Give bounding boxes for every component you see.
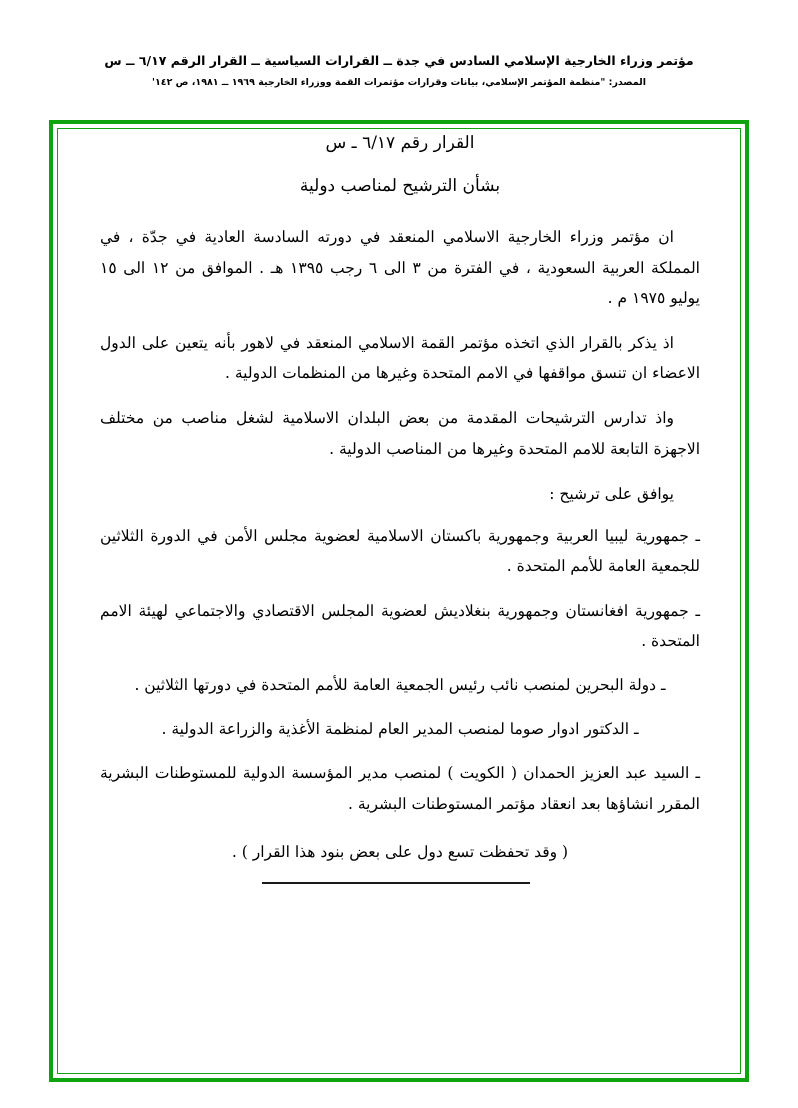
agree-line: يوافق على ترشيح :	[549, 484, 674, 503]
list-item: ـ جمهورية افغانستان وجمهورية بنغلاديش لعضوية المجلس الاقتصادي والاجتماعي لهيئة الامم المتحدة .	[100, 601, 700, 650]
page-header	[0, 52, 798, 90]
reservation-note: ( وقد تحفظت تسع دول على بعض بنود هذا القرار ) .	[231, 842, 569, 861]
paragraph-preamble-3: واذ تدارس الترشيحات المقدمة من بعض البلدان الاسلامية لشغل مناصب من مختلف الاجهزة التابعة للامم المتحدة وغيرها من المناصب الدولية .	[100, 409, 700, 458]
header-title-line: مؤتمر وزراء الخارجية الإسلامي السادس في جدة ــ القرارات السياسية ــ القرار الرقم ٦/١٧ ــ س	[104, 53, 694, 68]
document-body	[100, 130, 700, 867]
resolution-number: القرار رقم ٦/١٧ ـ س	[325, 133, 475, 153]
paragraph-preamble-1: ان مؤتمر وزراء الخارجية الاسلامي المنعقد في دورته السادسة العادية في جدّة ، في المملكة العربية السعودية ، في الفترة من ٣ الى ٦ رجب ١٣٩٥ هـ . الموافق من ١٢ الى ١٥ يوليو ١٩٧٥ م .	[100, 228, 700, 307]
header-source-line: المصدر: "منظمة المؤتمر الإسلامي، بيانات وقرارات مؤتمرات القمة ووزراء الخارجية ١٩٦٩ ــ ١٩٨١، ص ١٤٢'	[152, 76, 646, 88]
paragraph-preamble-2: اذ يذكر بالقرار الذي اتخذه مؤتمر القمة الاسلامي المنعقد في لاهور بأنه يتعين على الدول الاعضاء ان تنسق مواقفها في الامم المتحدة وغيرها من المنظمات الدولية .	[100, 334, 700, 383]
resolution-subject: بشأن الترشيح لمناصب دولية	[299, 176, 501, 197]
bottom-divider	[262, 882, 530, 884]
list-item: ـ السيد عبد العزيز الحمدان ( الكويت ) لمنصب مدير المؤسسة الدولية للمستوطنات البشرية المقرر انشاؤها بعد انعقاد مؤتمر المستوطنات البشرية .	[100, 764, 700, 813]
list-item: ـ الدكتور ادوار صوما لمنصب المدير العام لمنظمة الأغذية والزراعة الدولية .	[161, 720, 639, 739]
list-item: ـ جمهورية ليبيا العربية وجمهورية باكستان الاسلامية لعضوية مجلس الأمن في الدورة الثلاثين للجمعية العامة للأمم المتحدة .	[100, 527, 700, 576]
list-item: ـ دولة البحرين لمنصب نائب رئيس الجمعية العامة للأمم المتحدة في دورتها الثلاثين .	[134, 676, 666, 694]
